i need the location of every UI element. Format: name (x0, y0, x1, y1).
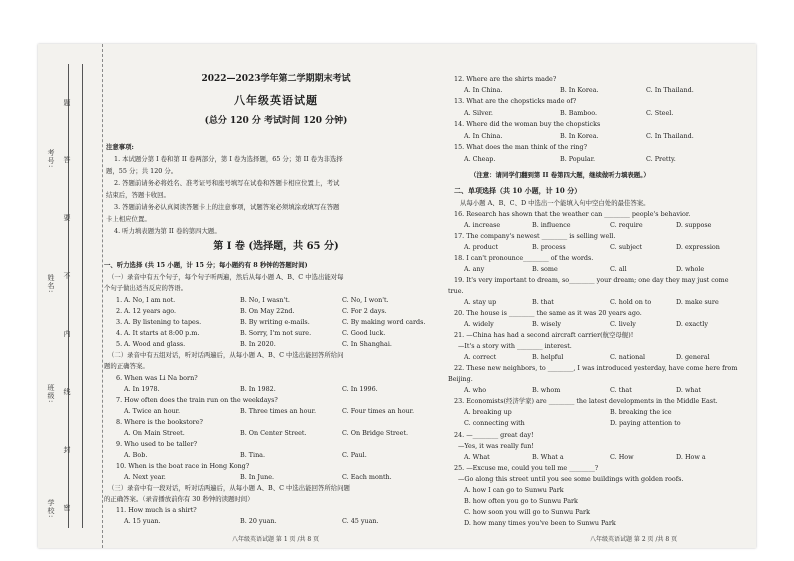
q25-option-a: A. how I can go to Sunwu Park (464, 486, 564, 494)
binding-margin (38, 44, 103, 548)
section1-instr: 个句子做出适当反应的答语。 (104, 284, 188, 292)
section2-instr: 题的正确答案。 (104, 362, 149, 370)
seal-mark: 要 (63, 214, 71, 222)
kaohao-label: 考号: (47, 149, 55, 169)
q6-question: 6. When was Li Na born? (116, 374, 198, 382)
note-line: 题，55 分；共 120 分。 (106, 167, 178, 175)
q22-question-cont: Beijing. (448, 375, 473, 383)
note-line: 4. 听力填表题为第 II 卷的第四大题。 (114, 227, 221, 235)
xingming-label: 姓名: (47, 274, 55, 294)
binding-line-2 (82, 64, 83, 528)
q11-question: 11. How much is a shirt? (116, 506, 197, 514)
q8-question: 8. Where is the bookstore? (116, 418, 203, 426)
listening-heading: 一、听力选择 (共 15 小题，计 15 分；每小题约有 8 秒钟的答题时间) (104, 261, 308, 269)
q9-question: 9. Who used to be taller? (116, 440, 198, 448)
seal-mark: 封 (63, 446, 71, 454)
banji-label: 班级: (47, 384, 55, 404)
part1-title: 第 I 卷 (选择题，共 65 分) (213, 241, 339, 252)
seal-mark: 内 (63, 330, 71, 338)
q14-question: 14. Where did the woman buy the chopsticks (454, 120, 601, 128)
q19-question: 19. It's very important to dream, so________ your dream; one day they may just come (454, 276, 729, 284)
seal-mark: 不 (63, 272, 71, 280)
q15-question: 15. What does the man think of the ring? (454, 143, 588, 151)
q10-question: 10. When is the boat race in Hong Kong? (116, 462, 250, 470)
page-footer: 八年级英语试题 第 2 页 /共 8 页 (590, 536, 678, 543)
q24-question-cont: —Yes, it was really fun! (458, 442, 534, 450)
q21-question: 21. —China has had a second aircraft carrier(航空母舰)! (454, 331, 634, 339)
section2-instr: 从每小题 A、B、C、D 中选出一个能填入句中空白处的最佳答案。 (460, 199, 650, 207)
section2-heading: 二、单项选择（共 10 小题，计 10 分） (454, 186, 582, 195)
q16-question: 16. Research has shown that the weather can ________ people's behavior. (454, 210, 691, 218)
section3-instr: 的正确答案。（录音播放前你有 30 秒钟的读题时间） (104, 495, 254, 503)
page-footer: 八年级英语试题 第 1 页 /共 8 页 (232, 536, 320, 543)
q25-question: 25. —Excuse me, could you tell me ________? (454, 464, 599, 472)
right-column: 12. Where are the shirts made? A. In China. B. In Korea. C. In Thailand. 13. What are the chopsticks made of? A. Silver. B. Bamboo. C. Steel. 14. Where did the woman buy the chopsticks A. In China. B. In Korea. C. In Thailand. 15. What does the man think of the ring? A. Cheap. B. Popular. C. Pretty. （注意：请同学们翻到第 II 卷第四大题，继续做听力填表题。） 二、单项选择（共 10 小题，计 10 分） 从每小题 A、B、C、D 中选出一个能填入句中空白处的最佳答案。 16. Research has shown that the weather can ________ people's behavior. A. increase B. influence C. require D. suppose 17. The company's newest ________ is selling well. A. product B. process C. subject D. expression 18. I can't pronounce________ of the words. A. any B. some C. all D. whole 19. It's very important to dream, so________ your dream; one day they may just come true. A. stay up B. that C. hold on to D. make sure 20. The house is ________ the same as it was 20 years ago. A. widely B. wisely C. lively D. exactly 21. —China has had a second aircraft carrier(航空母舰)! —It's a story with ________ interest. A. correct B. helpful C. national D. general 22. These new neighbors, to ________, I was introduced yesterday, have come here from Beijing. A. who B. whom C. that D. what 23. Economists(经济学家) are ________ the latest developments in the Middle East. A. breaking up B. breaking the ice C. connecting with D. paying attention to 24. —________ great day! —Yes, it was really fun! A. What B. What a C. How D. How a 25. —Excuse me, could you tell me ________? —Go along this street until you see some buildings with golden roofs. A. how I can go to Sunwu Park B. how often you go to Sunwu Park C. how soon you will go to Sunwu Park D. how many times you've been to Sunwu Park 八年级英语试题 第 2 页 /共 8 页 (454, 44, 750, 548)
seal-mark: 密 (63, 504, 71, 512)
notice-text: （注意：请同学们翻到第 II 卷第四大题，继续做听力填表题。） (470, 171, 650, 179)
q22-question: 22. These new neighbors, to ________, I was introduced yesterday, have come here from (454, 364, 738, 372)
q12-question: 12. Where are the shirts made? (454, 75, 557, 83)
section3-instr: （三）录音中有一段对话，听对话两遍后，从每小题 A、B、C 中选出能回答所给问题 (108, 484, 350, 492)
seal-mark: 答 (63, 156, 71, 164)
note-line: 1. 本试题分第 I 卷和第 II 卷两部分，第 I 卷为选择题，65 分；第 II 卷为非选择 (114, 155, 343, 163)
note-line: 结束后，答题卡收回。 (106, 191, 170, 199)
q13-question: 13. What are the chopsticks made of? (454, 97, 577, 105)
q23-question: 23. Economists(经济学家) are ________ the latest developments in the Middle East. (454, 397, 718, 405)
q25-option-c: C. how soon you will go to Sunwu Park (464, 508, 590, 516)
q17-question: 17. The company's newest ________ is selling well. (454, 232, 616, 240)
note-line: 3. 答题前请务必认真阅读答题卡上的注意事项，试题答案必须填涂或填写在答题 (114, 203, 340, 211)
binding-line (68, 64, 69, 528)
exam-term: 2022—2023学年第二学期期末考试 (201, 74, 351, 84)
seal-mark: 线 (63, 388, 71, 396)
xuexiao-label: 学校: (47, 499, 55, 519)
note-line: 卡上相应位置。 (106, 215, 151, 223)
q25-option-b: B. how often you go to Sunwu Park (464, 497, 578, 505)
notes-heading: 注意事项: (106, 143, 134, 151)
left-column: 2022—2023学年第二学期期末考试 八年级英语试题 (总分 120 分 考试时间 120 分钟) 注意事项: 1. 本试题分第 I 卷和第 II 卷两部分，第 I 卷为选择题，65 分；第 II 卷为非选择 题，55 分；共 120 分。 2. 答题前请务必将姓名、准考证号和座号填写在试卷和答题卡相应位置上，考试 结束后，答题卡收回。 3. 答题前请务必认真阅读答题卡上的注意事项，试题答案必须填涂或填写在答题 卡上相应位置。 4. 听力填表题为第 II 卷的第四大题。 第 I 卷 (选择题，共 65 分) 一、听力选择 (共 15 小题，计 15 分；每小题约有 8 秒钟的答题时间) （一）录音中有五个句子，每个句子听两遍，然后从每小题 A、B、C 中选出能对每 个句子做出适当反应的答语。 1. A. No, I am not. B. No, I wasn't. C. No, I won't. 2. A. 12 years ago. B. On May 22nd. C. For 2 days. 3. A. By listening to tapes. B. By writing e-mails. C. By making word cards. 4. A. It starts at 8:00 p.m. B. Sorry, I'm not sure. C. Good luck. 5. A. Wood and glass. B. In 2020. C. In Shanghai. （二）录音中有五组对话，听对话两遍后，从每小题 A、B、C 中选出能回答所给问 题的正确答案。 6. When was Li Na born? A. In 1978. B. In 1982. C. In 1996. 7. How often does the train run on the weekdays? A. Twice an hour. B. Three times an hour. C. Four times an hour. 8. Where is the bookstore? A. On Main Street. B. On Center Street. C. On Bridge Street. 9. Who used to be taller? A. Bob. B. Tina. C. Paul. 10. When is the boat race in Hong Kong? A. Next year. B. In June. C. Each month. （三）录音中有一段对话，听对话两遍后，从每小题 A、B、C 中选出能回答所给问题 的正确答案。（录音播放前你有 30 秒钟的读题时间） 11. How much is a shirt? A. 15 yuan. B. 20 yuan. C. 45 yuan. 八年级英语试题 第 1 页 /共 8 页 (102, 44, 450, 548)
q25-option-d: D. how many times you've been to Sunwu Park (464, 519, 616, 527)
q18-question: 18. I can't pronounce________ of the words. (454, 254, 594, 262)
q21-question-cont: —It's a story with ________ interest. (458, 342, 572, 350)
q25-question-cont: —Go along this street until you see some buildings with golden roofs. (458, 475, 684, 483)
exam-info: (总分 120 分 考试时间 120 分钟) (204, 116, 348, 126)
note-line: 2. 答题前请务必将姓名、准考证号和座号填写在试卷和答题卡相应位置上，考试 (114, 179, 340, 187)
section1-instr: （一）录音中有五个句子，每个句子听两遍，然后从每小题 A、B、C 中选出能对每 (108, 273, 344, 281)
exam-paper (38, 44, 756, 548)
q20-question: 20. The house is ________ the same as it was 20 years ago. (454, 309, 642, 317)
section2-instr: （二）录音中有五组对话，听对话两遍后，从每小题 A、B、C 中选出能回答所给问 (108, 351, 344, 359)
q19-question-cont: true. (448, 287, 464, 295)
q7-question: 7. How often does the train run on the weekdays? (116, 396, 278, 404)
exam-title: 八年级英语试题 (234, 94, 318, 107)
q24-question: 24. —________ great day! (454, 431, 534, 439)
seal-mark: 题 (63, 99, 71, 107)
